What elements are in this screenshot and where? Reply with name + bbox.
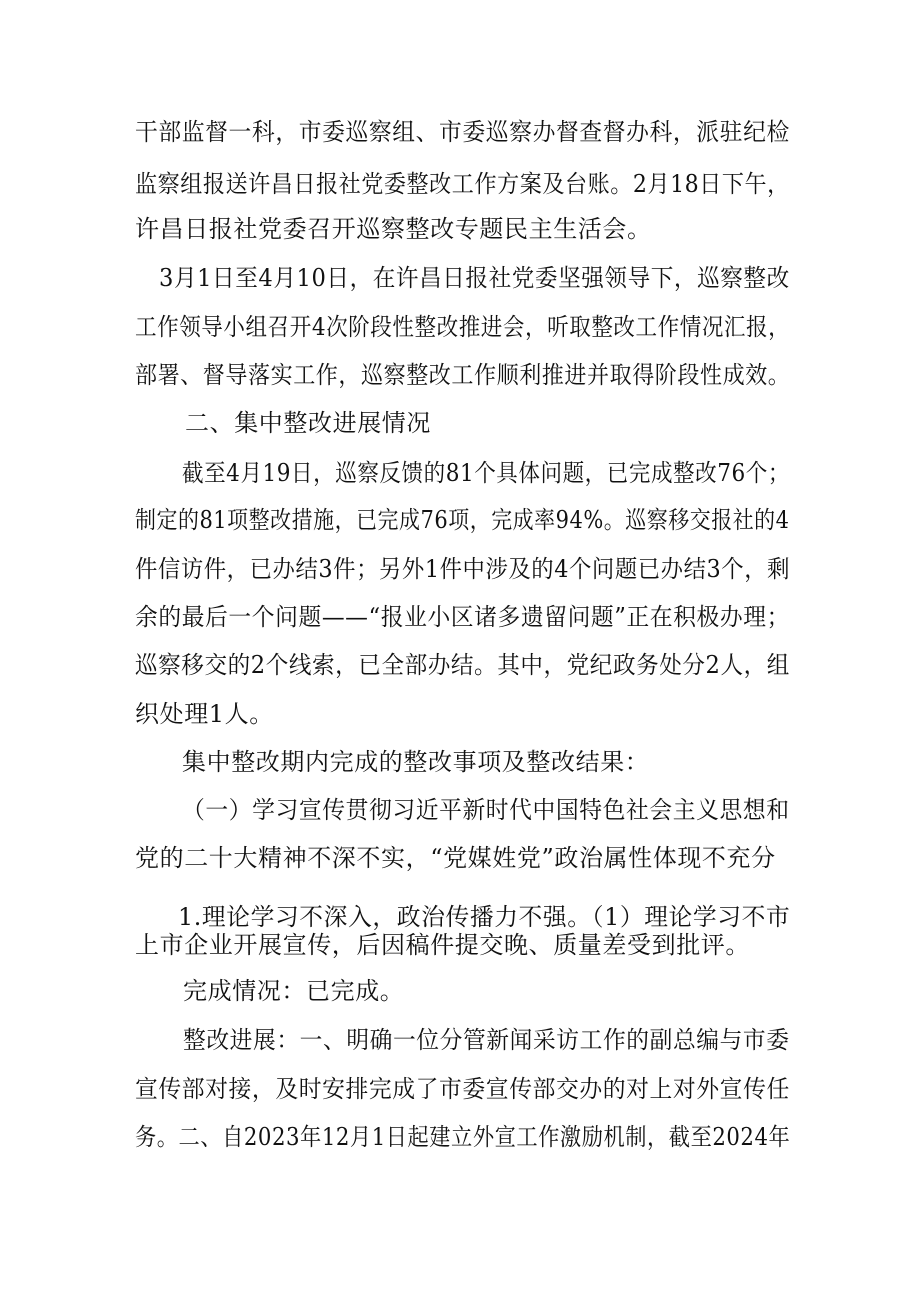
text-line: 上市企业开展宣传，后因稿件提交晚、质量差受到批评。 <box>135 931 750 959</box>
text-line: 整改进展：一、明确一位分管新闻采访工作的副总编与市委 <box>183 1026 790 1054</box>
subsection-heading: 党的二十大精神不深不实，“党媒姓党”政治属性体现不充分 <box>135 844 776 872</box>
text-line: 巡察移交的2个线索，已全部办结。其中，党纪政务处分2人，组 <box>135 651 790 679</box>
text-line: 件信访件，已办结3件；另外1件中涉及的4个问题已办结3个，剩 <box>135 555 791 583</box>
text-line: 截至4月19日，巡察反馈的81个具体问题，已完成整改76个； <box>182 459 790 487</box>
text-line: 部署、督导落实工作，巡察整改工作顺利推进并取得阶段性成效。 <box>135 361 791 389</box>
text-line: 1.理论学习不深入，政治传播力不强。（1）理论学习不市 <box>178 903 791 931</box>
text-line: 3月1日至4月10日，在许昌日报社党委坚强领导下，巡察整改 <box>159 264 790 292</box>
text-line: 完成情况：已完成。 <box>183 977 405 1005</box>
text-line: 务。二、自2023年12月1日起建立外宣工作激励机制，截至2024年 <box>135 1123 791 1151</box>
text-line: 干部监督一科，市委巡察组、市委巡察办督查督办科，派驻纪检 <box>135 118 790 146</box>
text-line: 监察组报送许昌日报社党委整改工作方案及台账。2月18日下午， <box>135 170 790 198</box>
subsection-heading: （一）学习宣传贯彻习近平新时代中国特色社会主义思想和 <box>182 796 790 824</box>
text-line: 余的最后一个问题——“报业小区诸多遗留问题”正在积极办理； <box>135 603 790 631</box>
text-line: 制定的81项整改措施，已完成76项，完成率94%。巡察移交报社的4 <box>135 506 790 534</box>
text-line: 许昌日报社党委召开巡察整改专题民主生活会。 <box>135 215 652 243</box>
text-line: 织处理1人。 <box>135 700 274 728</box>
text-line: 宣传部对接，及时安排完成了市委宣传部交办的对上对外宣传任 <box>135 1075 790 1103</box>
text-line: 工作领导小组召开4次阶段性整改推进会，听取整改工作情况汇报， <box>135 313 791 341</box>
text-line: 集中整改期内完成的整改事项及整改结果： <box>182 748 650 776</box>
section-heading: 二、集中整改进展情况 <box>185 409 431 437</box>
